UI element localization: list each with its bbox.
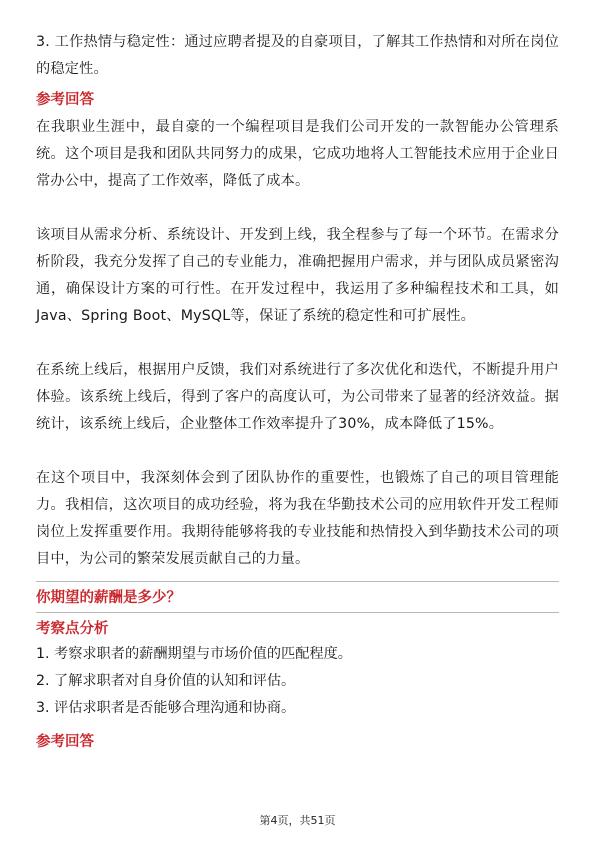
answer-paragraph: 在系统上线后，根据用户反馈，我们对系统进行了多次优化和迭代，不断提升用户体验。该系统上线后，得到了客户的高度认可，为公司带来了显著的经济效益。据统计，该系统上线后，企业整体工作效率提升了30%，成本降低了15%。 [36, 362, 559, 432]
paragraph-gap [36, 438, 559, 465]
intro-list-item: 3. 工作热情与稳定性：通过应聘者提及的自豪项目，了解其工作热情和对所在岗位的稳定性。 [36, 34, 559, 77]
page-number-footer: 第4页，共51页 [259, 814, 336, 827]
question-title-block [36, 581, 559, 613]
answer-paragraph: 在我职业生涯中，最自豪的一个编程项目是我们公司开发的一款智能办公管理系统。这个项目是我和团队共同努力的成果，它成功地将人工智能技术应用于企业日常办公中，提高了工作效率，降低了成本。 [36, 119, 559, 189]
paragraph-gap [36, 330, 559, 357]
analysis-heading: 考察点分析 [36, 621, 109, 637]
analysis-point: 2. 了解求职者对自身价值的认知和评估。 [36, 673, 296, 689]
paragraph-gap [36, 195, 559, 222]
reference-answer-heading: 参考回答 [36, 92, 94, 108]
document-page [36, 29, 559, 752]
reference-answer-heading: 参考回答 [36, 734, 94, 750]
question-title: 你期望的薪酬是多少？ [36, 590, 181, 606]
analysis-point: 1. 考察求职者的薪酬期望与市场价值的匹配程度。 [36, 646, 352, 662]
analysis-point: 3. 评估求职者是否能够合理沟通和协商。 [36, 700, 296, 716]
answer-paragraph: 该项目从需求分析、系统设计、开发到上线，我全程参与了每一个环节。在需求分析阶段，我充分发挥了自己的专业能力，准确把握用户需求，并与团队成员紧密沟通，确保设计方案的可行性。在开发过程中，我运用了多种编程技术和工具，如Java、Spring Boot、MySQL等，保证了系统的稳定性和可扩展性。 [36, 227, 559, 324]
answer-paragraph: 在这个项目中，我深刻体会到了团队协作的重要性，也锻炼了自己的项目管理能力。我相信，这次项目的成功经验，将为我在华勤技术公司的应用软件开发工程师岗位上发挥重要作用。我期待能够将我的专业技能和热情投入到华勤技术公司的项目中，为公司的繁荣发展贡献自己的力量。 [36, 470, 559, 567]
